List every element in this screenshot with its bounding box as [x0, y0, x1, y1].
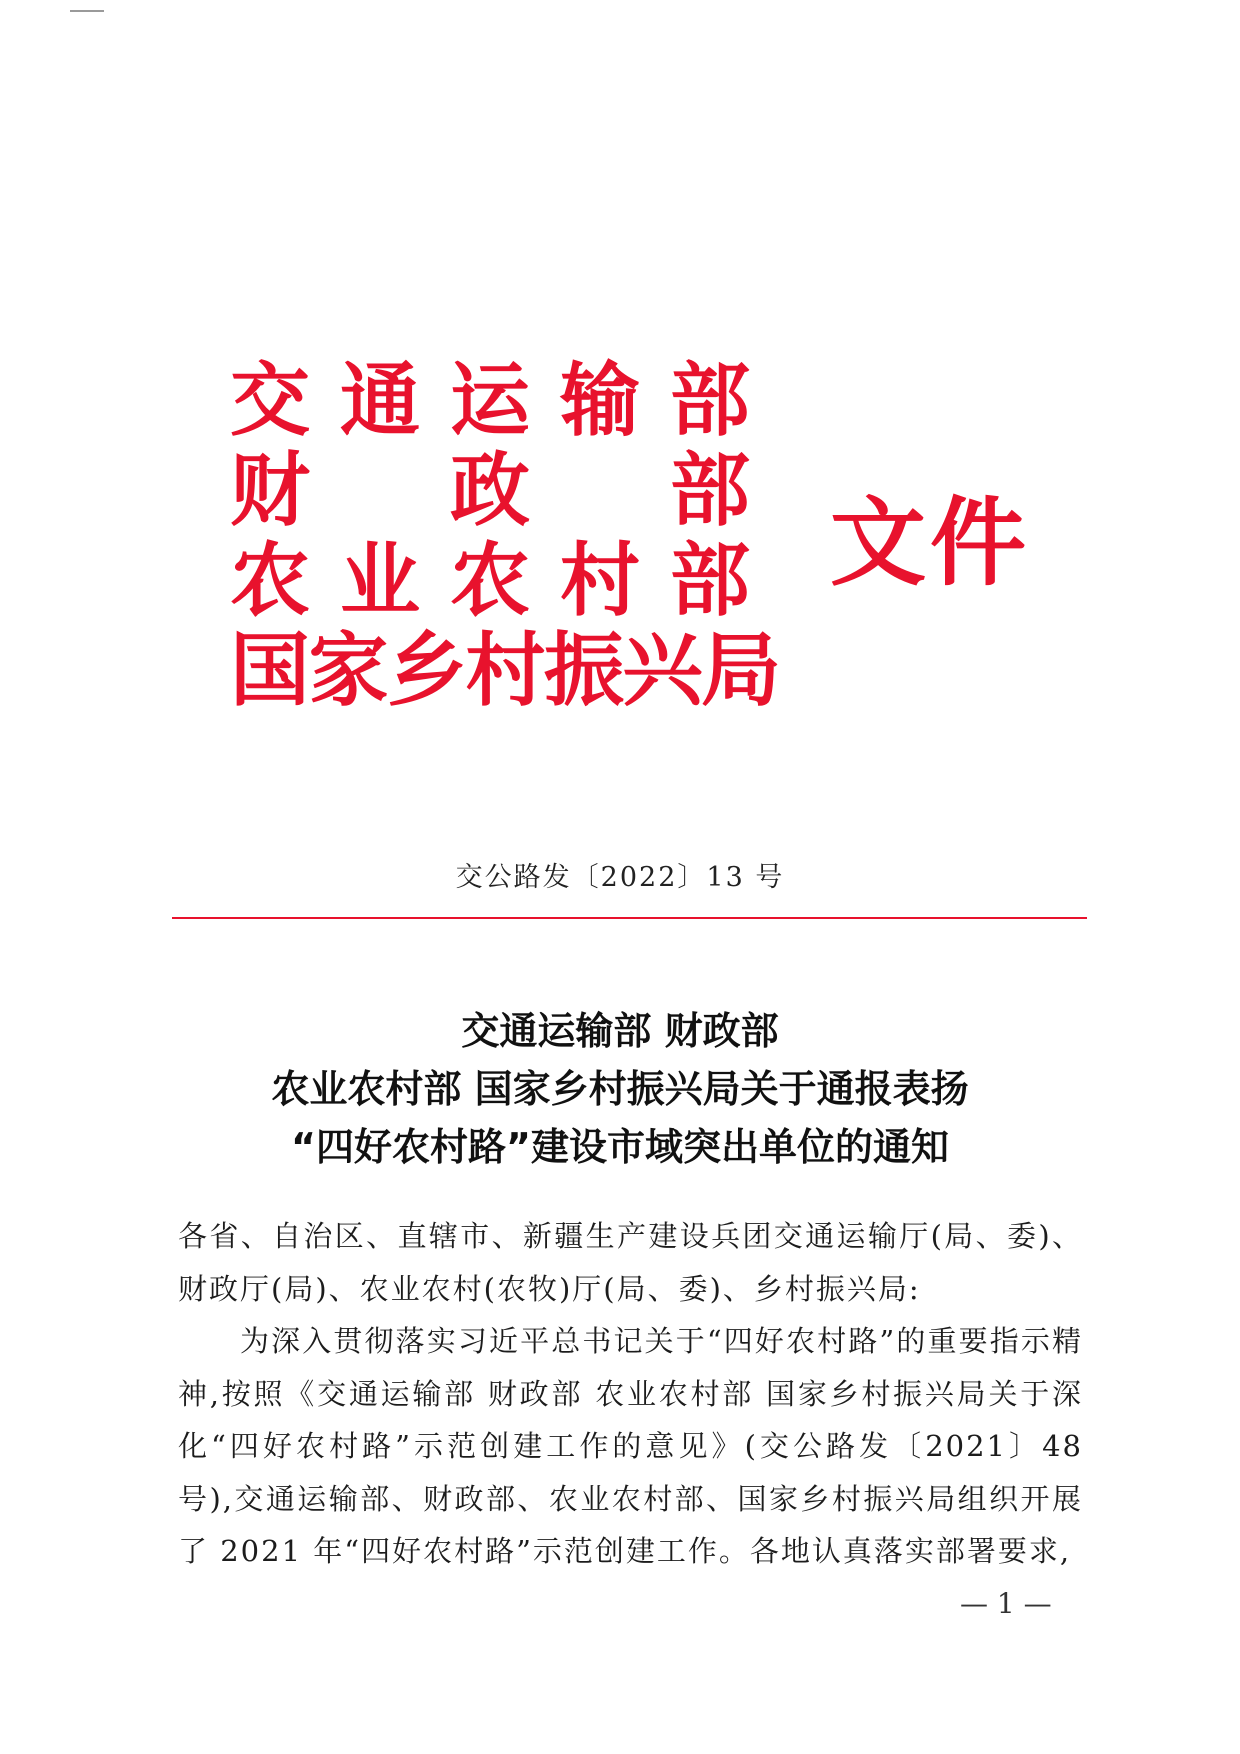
agency-name-char: 运	[450, 354, 530, 447]
agency-name-char: 振	[544, 624, 624, 717]
body-paragraph: 为深入贯彻落实习近平总书记关于“四好农村路”的重要指示精神,按照《交通运输部 财政部 农业农村部 国家乡村振兴局关于深化“四好农村路”示范创建工作的意见》(交公路发〔2021〕48号),交通运输部、财政部、农业农村部、国家乡村振兴局组织开展了 2021 年“四好农村路”示范创建工作。各地认真落实部署要求,	[178, 1324, 1083, 1568]
scan-edge-mark	[70, 10, 104, 12]
agency-name-char: 业	[340, 534, 420, 627]
agency-name-char: 兴	[622, 624, 703, 717]
title-line: 交通运输部 财政部	[461, 1009, 779, 1053]
agency-name-char: 村	[465, 624, 546, 717]
agency-name-char: 家	[308, 624, 389, 717]
agency-name-char: 部	[670, 534, 750, 627]
agency-name-char: 局	[701, 624, 781, 717]
document-title	[0, 1002, 1240, 1176]
agency-name-char: 国	[230, 624, 310, 717]
agency-name-char: 农	[450, 534, 530, 627]
agency-name-char: 部	[670, 354, 750, 447]
document-label: 文件	[830, 487, 1030, 599]
agency-name-char: 农	[230, 534, 310, 627]
agency-name-char: 村	[560, 534, 640, 627]
agency-name-char: 输	[560, 354, 640, 447]
document-body	[178, 1210, 1083, 1578]
issuing-agencies-header	[230, 353, 1040, 743]
agency-name-char: 财	[230, 444, 310, 537]
agency-name-char: 部	[670, 444, 750, 537]
red-divider-line	[172, 917, 1087, 919]
agency-name-char: 通	[340, 354, 420, 447]
addressee-paragraph: 各省、自治区、直辖市、新疆生产建设兵团交通运输厅(局、委)、财政厅(局)、农业农村(农牧)厅(局、委)、乡村振兴局:	[178, 1219, 1083, 1306]
agency-name-char: 乡	[387, 624, 467, 717]
title-line: 农业农村部 国家乡村振兴局关于通报表扬	[271, 1067, 969, 1111]
agency-name-char: 交	[230, 354, 310, 447]
agency-name-char: 政	[450, 444, 530, 537]
title-line: “四好农村路”建设市域突出单位的通知	[291, 1125, 949, 1169]
document-number: 交公路发〔2022〕13 号	[455, 862, 785, 893]
page-number: — 1 —	[960, 1587, 1052, 1620]
